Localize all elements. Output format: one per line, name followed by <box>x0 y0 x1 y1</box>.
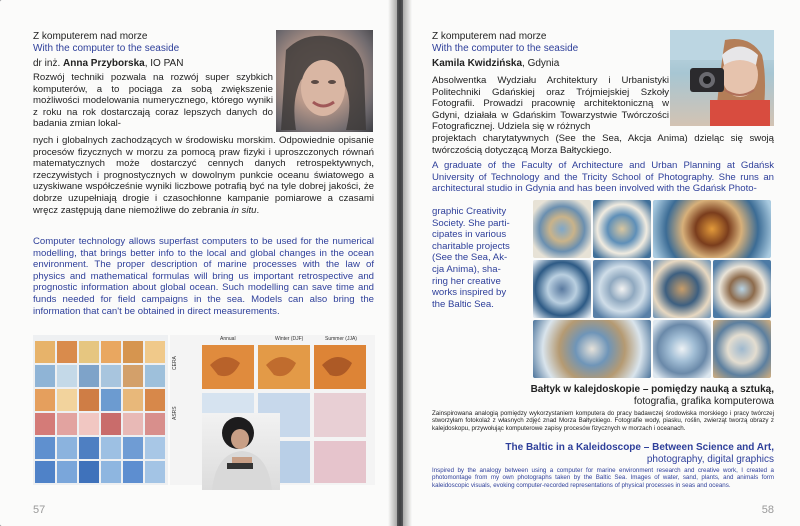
svg-text:CERA: CERA <box>172 356 178 370</box>
right-title-pl: Z komputerem nad morze <box>432 31 547 42</box>
right-body-en-wide: A graduate of the Faculty of Architecture and Urban Planning at Gdańsk University of Technology and the Tricity School of Photography. She runs an architectural studio in Gdynia and has been involved with the Gdańsk Photo- <box>432 160 774 195</box>
caption-title-en: The Baltic in a Kaleidoscope – Between Science and Art, <box>505 442 774 453</box>
kaleidoscope-tile <box>593 260 651 318</box>
author-name: Anna Przyborska <box>63 58 145 69</box>
book-gutter <box>388 0 412 526</box>
en-line-6: cja Anima), sha- <box>432 263 501 275</box>
left-body-pl-bottom: nych i globalnych zachodzących w środowisku morskim. Odpowiednie opisanie procesów fizycznych w morzu za pomocą praw fizyki i uproszczonych równań matematycznych może dostarczyć cennych danych retrospektywnych, rzeczywistych i prognostycznych w dowolnym punkcie oceanu światowego a uzyskiwane współcześnie wyniki liczbowe potrafią być na tyle dobrej jakości, że dobrze uzupełniają drogie i czasochłonne kampanie pomiarowe a czasami wręcz zastępują dane niemożliwe do zebrania in situ. <box>33 135 374 216</box>
label-summer: Summer (JJA) <box>325 336 357 342</box>
left-body-pl-top: Rozwój techniki pozwala na rozwój super szybkich komputerów, a to pociąga za sobą zwiększenie możliwości modelowania numerycznego, którego wyniki z roku na rok dostarczają coraz lepszych danych do badania zmian lokal- <box>33 72 273 130</box>
left-title-en: With the computer to the seaside <box>33 43 180 54</box>
caption-sub-pl: fotografia, grafika komputerowa <box>633 396 774 407</box>
right-page <box>403 0 800 526</box>
en-line-9: the Baltic Sea. <box>432 298 494 310</box>
caption-title-pl: Bałtyk w kalejdoskopie – pomiędzy nauką a sztuką, <box>530 384 774 395</box>
left-author <box>33 58 183 70</box>
author-prefix: dr inż. <box>33 58 61 69</box>
kaleidoscope-tile <box>653 200 771 258</box>
caption-body-en: Inspired by the analogy between using a computer for marine environment research and creative work, I created a photomontage from my own photographs taken by the Baltic Sea. Images of water, sand, plants, and animals form kaleidoscopic visuals, evoking computer-recorded representations of physical processes in seas and oceans. <box>432 467 774 489</box>
en-line-3: cipates in various <box>432 229 507 241</box>
left-body-en: Computer technology allows superfast computers to be used for the numerical modelling, that brings better info to the local and global changes in the ocean environment. The proper description of marine processes with the law of physics and mathematical formulas will bring us important retrospective and prognostic information about global ocean. Such modelling can save time and funds needed for field campaigns in the sea. Models can also bring the information that can't be obtained in direct measurements. <box>33 236 374 317</box>
label-annual: Annual <box>220 336 236 342</box>
model-maps-grid-figure <box>33 335 168 485</box>
svg-text:ASRS: ASRS <box>172 406 178 420</box>
caption-sub-en: photography, digital graphics <box>646 454 774 465</box>
kaleidoscope-tile <box>713 260 771 318</box>
right-body-pl-bottom: projektach charytatywnych (See the Sea, Akcja Anima) dzieląc się swoją twórczością dotyczącą Morza Bałtyckiego. <box>432 133 774 156</box>
caption-en-heading <box>505 442 774 466</box>
researcher-photo <box>202 413 280 490</box>
right-title-en: With the computer to the seaside <box>432 43 579 54</box>
kaleidoscope-tile <box>533 260 591 318</box>
right-body-pl-top: Absolwentka Wydziału Architektury i Urbanistyki Politechniki Gdańskiej oraz Trójmiejskiej Szkoły Fotografii. Prowadzi pracownię architektoniczną w Gdyni, działała w Gdańskim Towarzystwie Twórczości Fotograficznej. Udziela się w różnych <box>432 75 669 133</box>
kaleidoscope-tile <box>653 260 711 318</box>
en-line-7: ring her creative <box>432 275 501 287</box>
left-title-pl: Z komputerem nad morze <box>33 31 148 42</box>
page-number-right: 58 <box>761 504 774 516</box>
right-author <box>432 58 559 70</box>
en-line-8: works inspired by <box>432 287 507 299</box>
caption-body-pl: Zainspirowana analogią pomiędzy wykorzystaniem komputera do pracy badawczej środowiska morskiego i pracy twórczej stworzyłam fotokolaż z własnych zdjęć znad Morza Bałtyckiego. Fotografie wody, piasku, roślin, zwierząt tworzą obrazy z kalejdoskopu, przywołując komputerowe zapisy procesów fizycznych w morzach i oceanach. <box>432 410 774 432</box>
left-page <box>0 0 397 526</box>
kaleidoscope-tile <box>533 200 591 258</box>
kaleidoscope-tile <box>653 320 711 378</box>
author-affil: , IO PAN <box>144 58 184 69</box>
en-line-4: charitable projects <box>432 240 510 252</box>
kaleidoscope-collage <box>533 200 773 380</box>
en-line-1: graphic Creativity <box>432 206 507 217</box>
kaleidoscope-tile <box>593 200 651 258</box>
kaleidoscope-tile <box>533 320 651 378</box>
author-portrait-photo <box>276 30 373 132</box>
right-author-affil: , Gdynia <box>522 58 560 69</box>
en-line-5: (See the Sea, Ak- <box>432 252 508 264</box>
caption-pl-heading <box>531 384 774 408</box>
right-author-name: Kamila Kwidzińska <box>432 58 523 69</box>
page-number-left: 57 <box>33 504 46 516</box>
right-body-en-narrow <box>432 206 532 310</box>
photographer-portrait-photo <box>670 30 774 126</box>
kaleidoscope-tile <box>713 320 771 378</box>
label-winter: Winter (DJF) <box>275 336 304 342</box>
en-line-2: Society. She parti- <box>432 217 510 229</box>
